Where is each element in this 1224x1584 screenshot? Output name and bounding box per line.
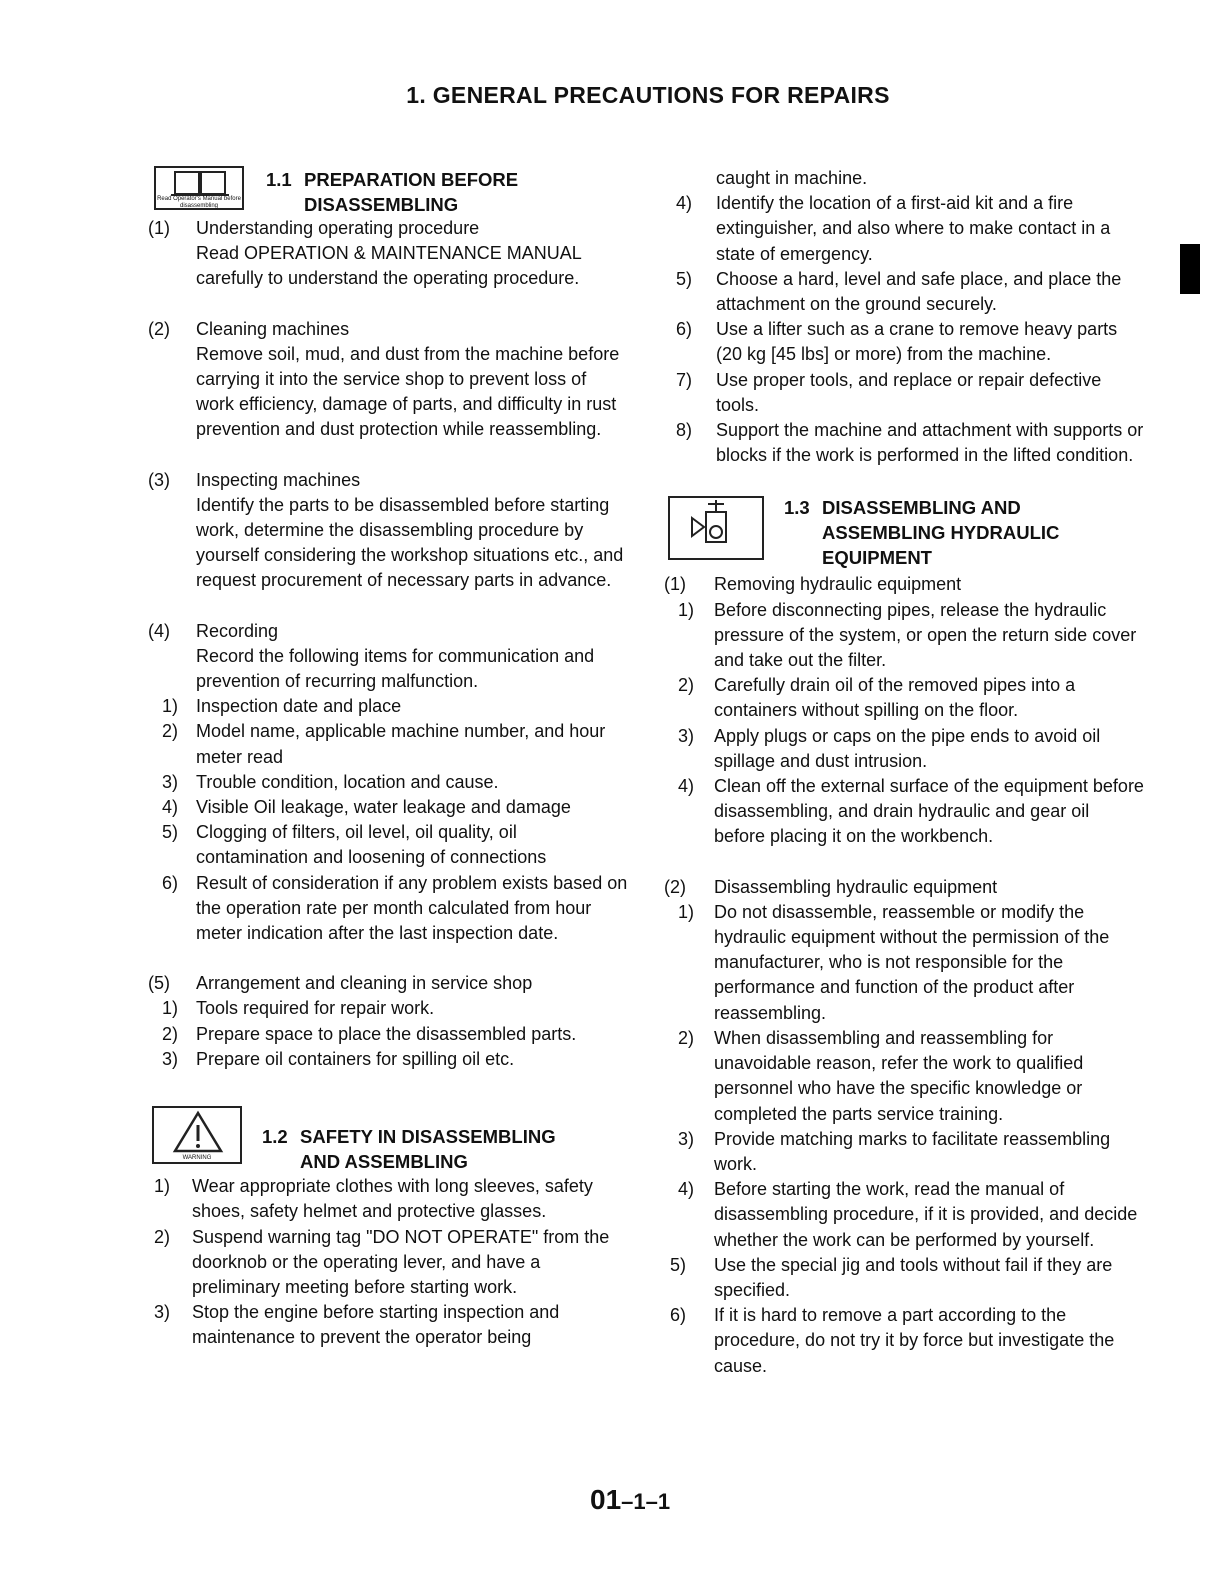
section-1-2-header — [148, 1106, 628, 1173]
item-text: Trouble condition, location and cause. — [196, 771, 499, 792]
sub-item — [664, 267, 1144, 317]
item-text: Suspend warning tag "DO NOT OPERATE" from the doorknob or the operating lever, and have a preliminary meeting before starting work. — [192, 1226, 610, 1297]
section-1-1-title — [266, 167, 518, 217]
sub-item — [148, 871, 628, 947]
page-number-main: 01 — [590, 1484, 622, 1515]
item-label: 6) — [162, 872, 179, 893]
section-1-2-title — [262, 1124, 556, 1174]
sub-item — [148, 694, 628, 719]
page-number — [590, 1484, 670, 1516]
item-label: 5) — [676, 268, 693, 289]
item-label: 3) — [162, 771, 179, 792]
item-title: Recording — [196, 620, 279, 641]
item-text: Use a lifter such as a crane to remove heavy parts (20 kg [45 lbs] or more) from the machine. — [716, 319, 1118, 365]
item-label: 5) — [670, 1254, 687, 1275]
right-column — [664, 166, 1144, 1379]
item-label: 7) — [676, 369, 693, 390]
sub-item — [664, 1026, 1144, 1127]
item-label: (1) — [664, 574, 686, 595]
item-text: Before starting the work, read the manual of disassembling procedure, if it is provided, and decide whether the work can be performed by yourself. — [714, 1179, 1138, 1250]
sub-item — [148, 1300, 628, 1350]
item-text: Support the machine and attachment with supports or blocks if the work is performed in the lifted condition. — [716, 420, 1144, 466]
sub-item — [664, 900, 1144, 1026]
item-label: 2) — [162, 721, 179, 742]
list-item — [148, 468, 628, 594]
item-label: 3) — [678, 725, 695, 746]
item-label: 2) — [678, 1027, 695, 1048]
item-label: (5) — [148, 973, 170, 994]
book-icon — [154, 166, 244, 210]
sub-item — [148, 820, 628, 870]
section-number: 1.2 — [262, 1126, 288, 1148]
item-text: Apply plugs or caps on the pipe ends to avoid oil spillage and dust intrusion. — [714, 725, 1101, 771]
item-label: 8) — [676, 420, 693, 441]
item-body: Read OPERATION & MAINTENANCE MANUAL carefully to understand the operating procedure. — [196, 243, 582, 289]
sub-item — [664, 1253, 1144, 1303]
item-text: Prepare space to place the disassembled parts. — [196, 1023, 577, 1044]
item-label: 3) — [154, 1302, 171, 1323]
sub-item — [148, 1022, 628, 1047]
item-text: Clogging of filters, oil level, oil quality, oil contamination and loosening of connections — [196, 822, 547, 868]
continued-text: caught in machine. — [716, 168, 868, 188]
item-label: 5) — [162, 822, 179, 843]
sub-item — [664, 774, 1144, 850]
list-item — [148, 216, 628, 292]
item-text: Provide matching marks to facilitate reassembling work. — [714, 1128, 1111, 1174]
item-label: 2) — [162, 1023, 179, 1044]
item-label: 3) — [678, 1128, 695, 1149]
item-text: Identify the location of a first-aid kit and a fire extinguisher, and also where to make contact in a state of emergency. — [716, 193, 1111, 264]
item-text: Tools required for repair work. — [196, 998, 435, 1019]
book-icon-caption: Read Operator's Manual before disassembling — [157, 196, 241, 209]
item-title: Removing hydraulic equipment — [714, 574, 962, 595]
item-body: Remove soil, mud, and dust from the machine before carrying it into the service shop to prevent loss of work efficiency, damage of parts, and difficulty in rust prevention and dust protection while reassembling. — [196, 343, 620, 440]
sub-item — [148, 1174, 628, 1224]
item-text: Inspection date and place — [196, 696, 402, 717]
sub-item — [664, 368, 1144, 418]
section-number: 1.1 — [266, 169, 292, 190]
item-text: When disassembling and reassembling for unavoidable reason, refer the work to qualified personnel who have the specific knowledge or completed the parts service training. — [714, 1027, 1084, 1124]
item-label: (2) — [664, 876, 686, 897]
item-label: 3) — [162, 1048, 179, 1069]
item-title: Cleaning machines — [196, 318, 350, 339]
item-text: Clean off the external surface of the equipment before disassembling, and drain hydraulic and gear oil before placing it on the workbench. — [714, 776, 1144, 847]
item-label: 1) — [154, 1176, 171, 1197]
section-1-3-title — [784, 495, 1059, 570]
item-label: 6) — [676, 319, 693, 340]
item-text: Model name, applicable machine number, and hour meter read — [196, 721, 606, 767]
item-title: Arrangement and cleaning in service shop — [196, 973, 533, 994]
item-label: 2) — [678, 675, 695, 696]
item-text: Stop the engine before starting inspection and maintenance to prevent the operator being — [192, 1302, 560, 1348]
warning-icon-caption: WARNING — [182, 1155, 212, 1162]
item-text: If it is hard to remove a part according to the procedure, do not try it by force but investigate the cause. — [714, 1305, 1115, 1376]
section-title-line: AND ASSEMBLING — [300, 1151, 468, 1173]
item-body: Identify the parts to be disassembled before starting work, determine the disassembling procedure by yourself considering the workshop situations etc., and request procurement of necessary parts in advance. — [196, 494, 624, 591]
item-text: Wear appropriate clothes with long sleeves, safety shoes, safety helmet and protective glasses. — [192, 1176, 593, 1222]
item-text: Use the special jig and tools without fail if they are specified. — [714, 1254, 1113, 1300]
hydraulic-equipment-icon — [668, 496, 764, 560]
warning-triangle-icon — [152, 1106, 242, 1164]
list-item — [664, 572, 1144, 597]
section-title-line: DISASSEMBLING — [304, 194, 459, 215]
item-text: Use proper tools, and replace or repair defective tools. — [716, 369, 1102, 415]
sub-item — [148, 1047, 628, 1072]
item-text: Do not disassemble, reassemble or modify the hydraulic equipment without the permission of the manufacturer, who is not responsible for the performance and function of the product after reassembling. — [714, 901, 1110, 1023]
item-label: 1) — [162, 998, 179, 1019]
list-item — [148, 971, 628, 996]
sub-item — [148, 795, 628, 820]
list-item — [148, 317, 628, 443]
item-label: 1) — [678, 901, 695, 922]
sub-item — [664, 317, 1144, 367]
sub-item — [148, 770, 628, 795]
item-title: Understanding operating procedure — [196, 218, 480, 238]
section-title-line: DISASSEMBLING AND — [822, 497, 1021, 519]
item-label: 4) — [162, 797, 179, 818]
edge-tab-marker — [1180, 244, 1200, 294]
item-label: 1) — [678, 599, 695, 620]
item-label: 1) — [162, 696, 179, 717]
list-item — [664, 875, 1144, 900]
section-title-line: PREPARATION BEFORE — [304, 169, 519, 190]
section-title-line: EQUIPMENT — [822, 547, 932, 569]
sub-item — [664, 418, 1144, 468]
item-text: Carefully drain oil of the removed pipes into a containers without spilling on the floor. — [714, 675, 1076, 721]
item-label: (2) — [148, 318, 170, 339]
item-body: Record the following items for communication and prevention of recurring malfunction. — [196, 645, 595, 692]
sub-item — [148, 1225, 628, 1301]
sub-item — [148, 996, 628, 1021]
page-number-sub: –1–1 — [621, 1489, 671, 1514]
sub-item — [664, 598, 1144, 674]
section-number: 1.3 — [784, 497, 810, 519]
item-label: 2) — [154, 1226, 171, 1247]
page-title: 1. GENERAL PRECAUTIONS FOR REPAIRS — [406, 82, 890, 108]
sub-item — [148, 719, 628, 769]
item-label: 4) — [678, 776, 695, 797]
item-label: 4) — [676, 193, 693, 214]
item-label: (1) — [148, 218, 170, 238]
item-title: Disassembling hydraulic equipment — [714, 876, 998, 897]
section-1-3-header — [664, 496, 1144, 572]
item-text: Result of consideration if any problem exists based on the operation rate per month calculated from hour meter indication after the last inspection date. — [196, 872, 628, 944]
left-column — [148, 166, 628, 1350]
sub-item — [664, 191, 1144, 267]
sub-item — [664, 724, 1144, 774]
sub-item — [664, 1177, 1144, 1253]
item-label: (4) — [148, 620, 170, 641]
sub-item — [664, 1303, 1144, 1379]
item-text: Prepare oil containers for spilling oil etc. — [196, 1048, 515, 1069]
item-label: (3) — [148, 469, 170, 490]
section-title-line: SAFETY IN DISASSEMBLING — [300, 1126, 556, 1148]
section-title-line: ASSEMBLING HYDRAULIC — [822, 522, 1060, 544]
item-text: Visible Oil leakage, water leakage and damage — [196, 797, 571, 818]
item-label: 6) — [670, 1305, 687, 1326]
item-title: Inspecting machines — [196, 469, 361, 490]
sub-item — [664, 673, 1144, 723]
item-label: 4) — [678, 1179, 695, 1200]
list-item — [148, 619, 628, 695]
item-text: Choose a hard, level and safe place, and place the attachment on the ground securely. — [716, 268, 1122, 315]
sub-item — [664, 1127, 1144, 1177]
item-text: Before disconnecting pipes, release the hydraulic pressure of the system, or open the return side cover and take out the filter. — [714, 599, 1137, 671]
